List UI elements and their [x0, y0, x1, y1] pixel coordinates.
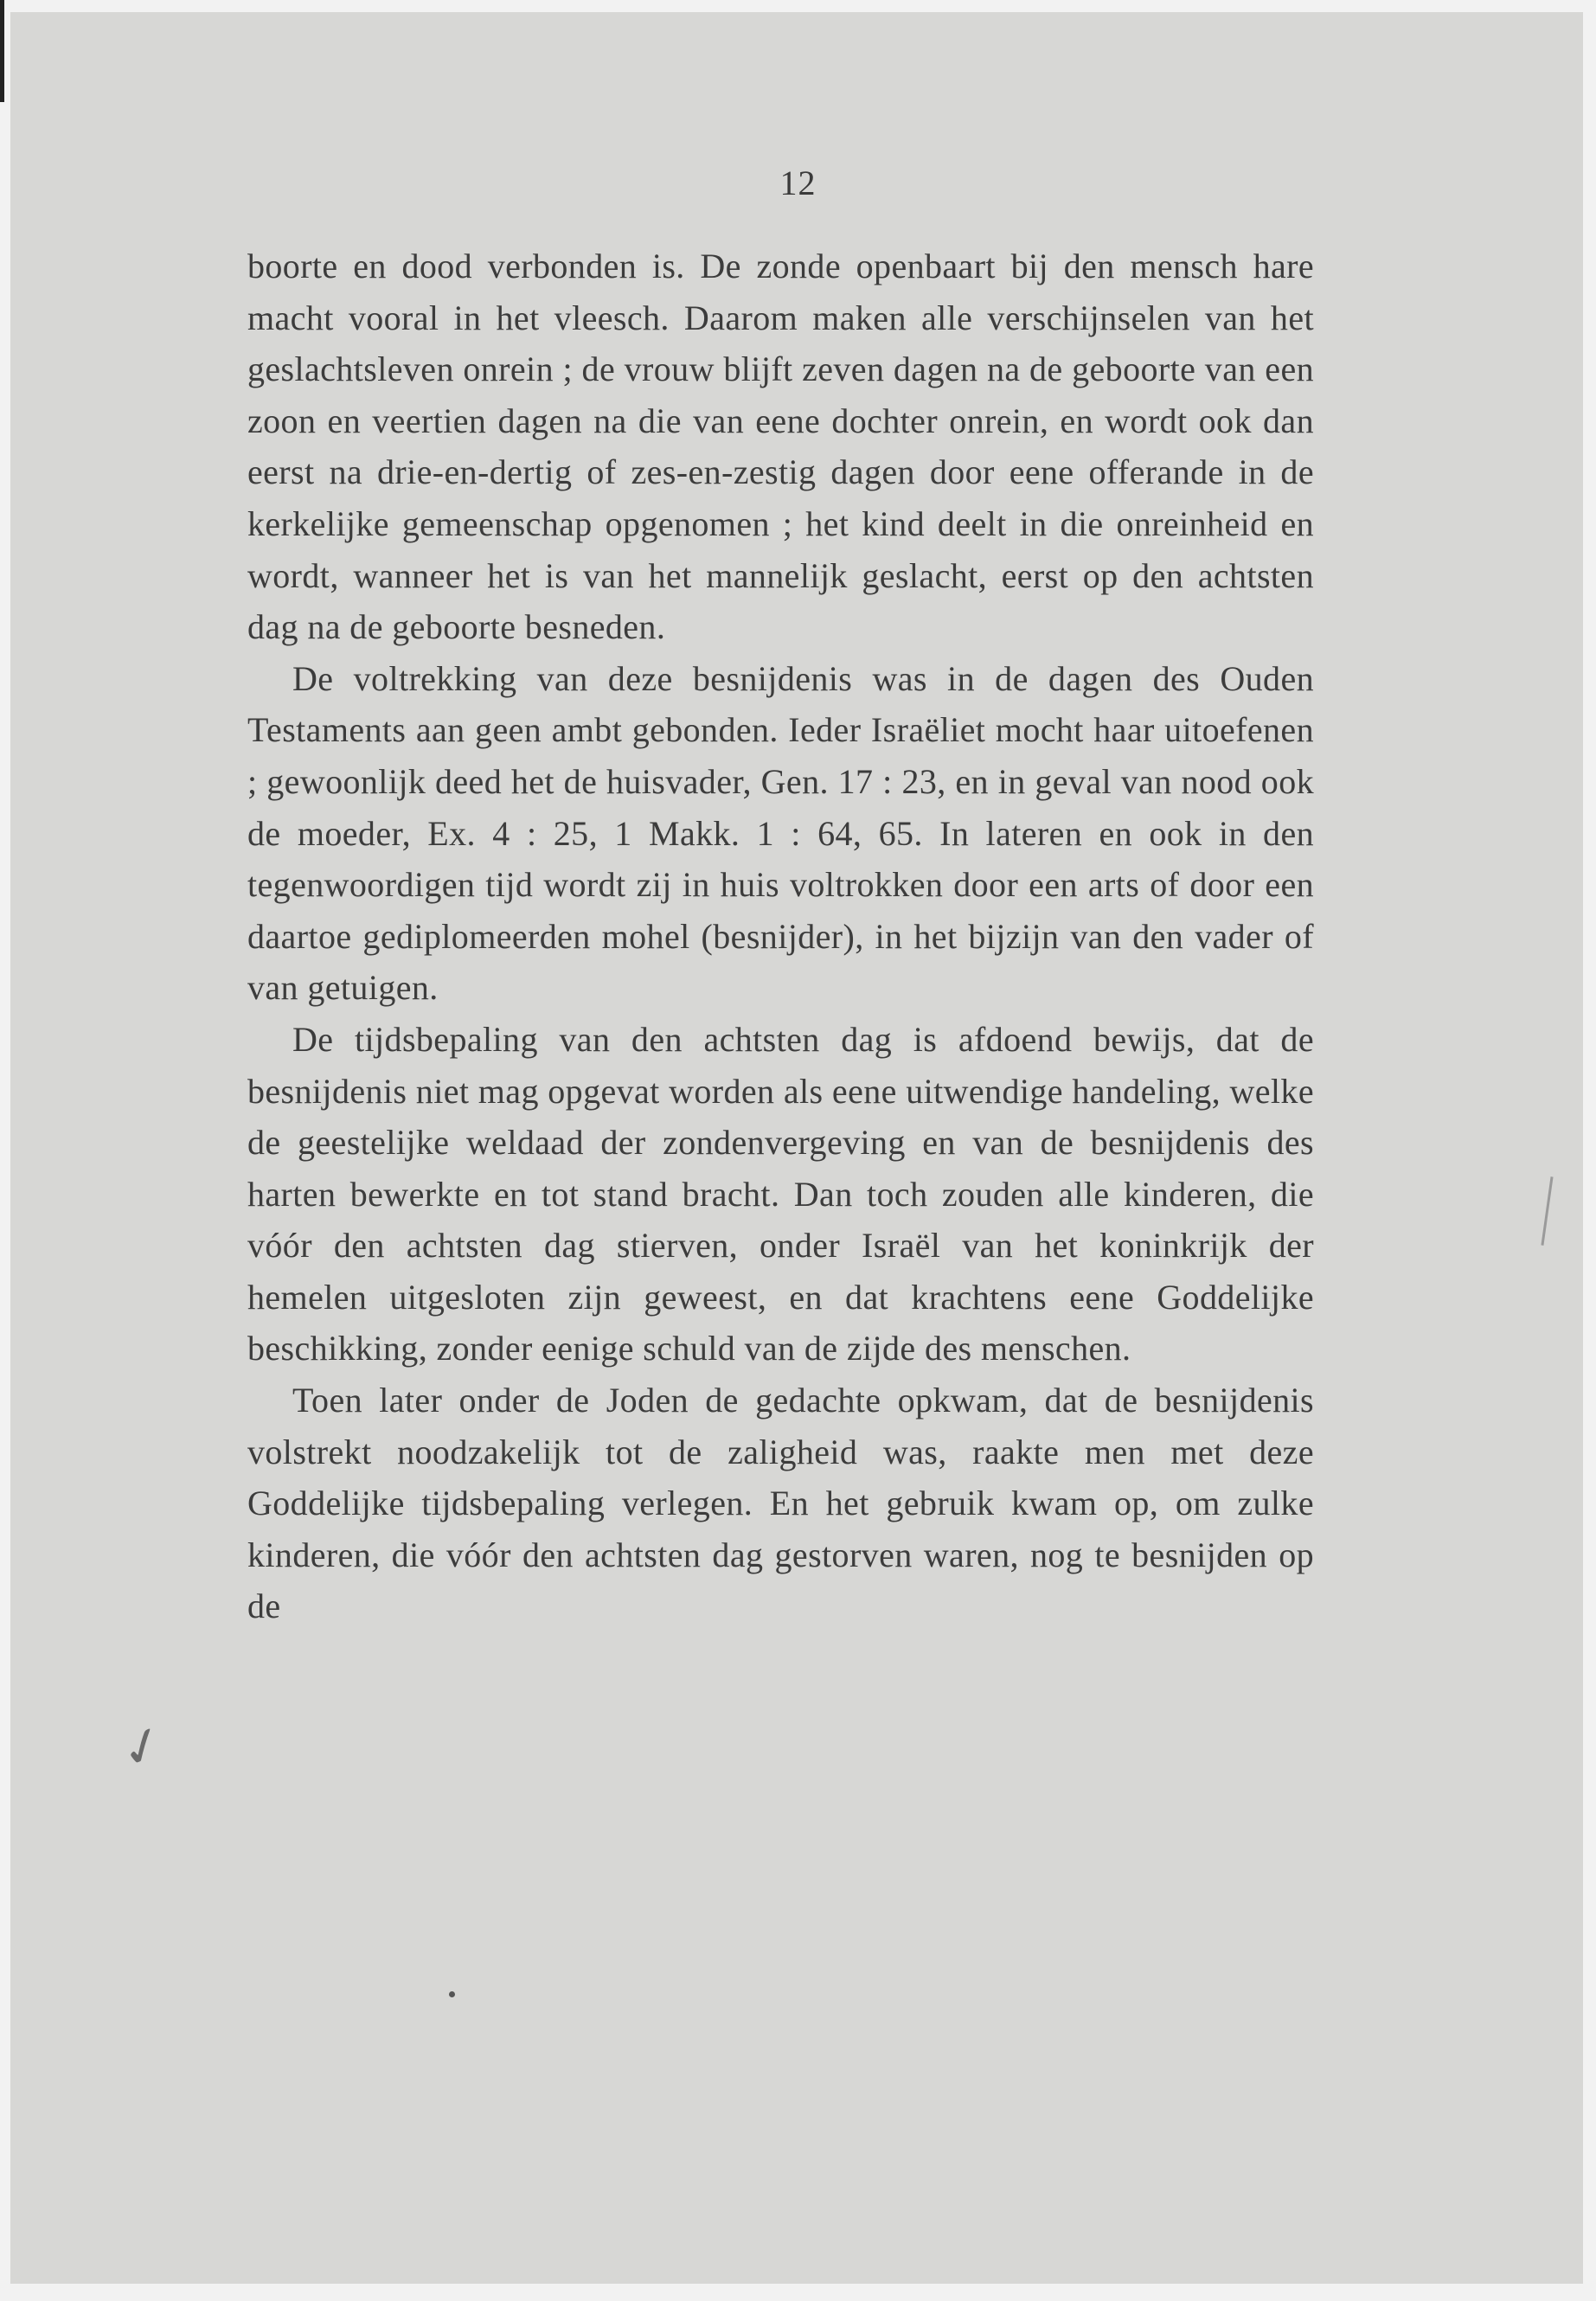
body-text	[247, 240, 1314, 1632]
scan-edge	[0, 0, 4, 102]
page-number: 12	[779, 163, 817, 202]
margin-pencil-mark: ✓	[112, 1713, 174, 1782]
paragraph-1: boorte en dood verbonden is. De zonde openbaart bij den mensch hare macht vooral in het vleesch. Daarom maken alle verschijnselen van het geslachtsleven onrein ; de vrouw blijft zeven dagen na de geboorte van een zoon en veertien dagen na die van eene dochter onrein, en wordt ook dan eerst na drie-en-dertig of zes-en-zestig dagen door eene offerande in de kerkelijke gemeenschap opgenomen ; het kind deelt in die onreinheid en wordt, wanneer het is van het mannelijk geslacht, eerst op den achtsten dag na de geboorte besneden.	[247, 247, 1314, 647]
ink-speck	[449, 1991, 455, 1997]
paragraph-4: Toen later onder de Joden de gedachte opkwam, dat de besnijdenis volstrekt noodzakelijk tot de zaligheid was, raakte men met deze Goddelijke tijdsbepaling verlegen. En het gebruik kwam op, om zulke kinderen, die vóór den achtsten dag gestorven waren, nog te besnijden op de	[247, 1381, 1314, 1626]
paragraph-3: De tijdsbepaling van den achtsten dag is afdoend bewijs, dat de besnijdenis niet mag opgevat worden als eene uitwendige handeling, welke de geestelijke weldaad der zondenvergeving en van de besnijdenis des harten bewerkte en tot stand bracht. Dan toch zouden alle kinderen, die vóór den achtsten dag stierven, onder Israël van het koninkrijk der hemelen uitgesloten zijn geweest, en dat krachtens eene Goddelijke beschikking, zonder eenige schuld van de zijde des menschen.	[247, 1019, 1314, 1368]
paragraph-2: De voltrekking van deze besnijdenis was in de dagen des Ouden Testaments aan geen ambt gebonden. Ieder Israëliet mocht haar uitoefenen ; gewoonlijk deed het de huisvader, Gen. 17 : 23, en in geval van nood ook de moeder, Ex. 4 : 25, 1 Makk. 1 : 64, 65. In lateren en ook in den tegenwoordigen tijd wordt zij in huis voltrokken door een arts of door een daartoe gediplomeerden mohel (besnijder), in het bijzijn van den vader of van getuigen.	[247, 658, 1314, 1008]
